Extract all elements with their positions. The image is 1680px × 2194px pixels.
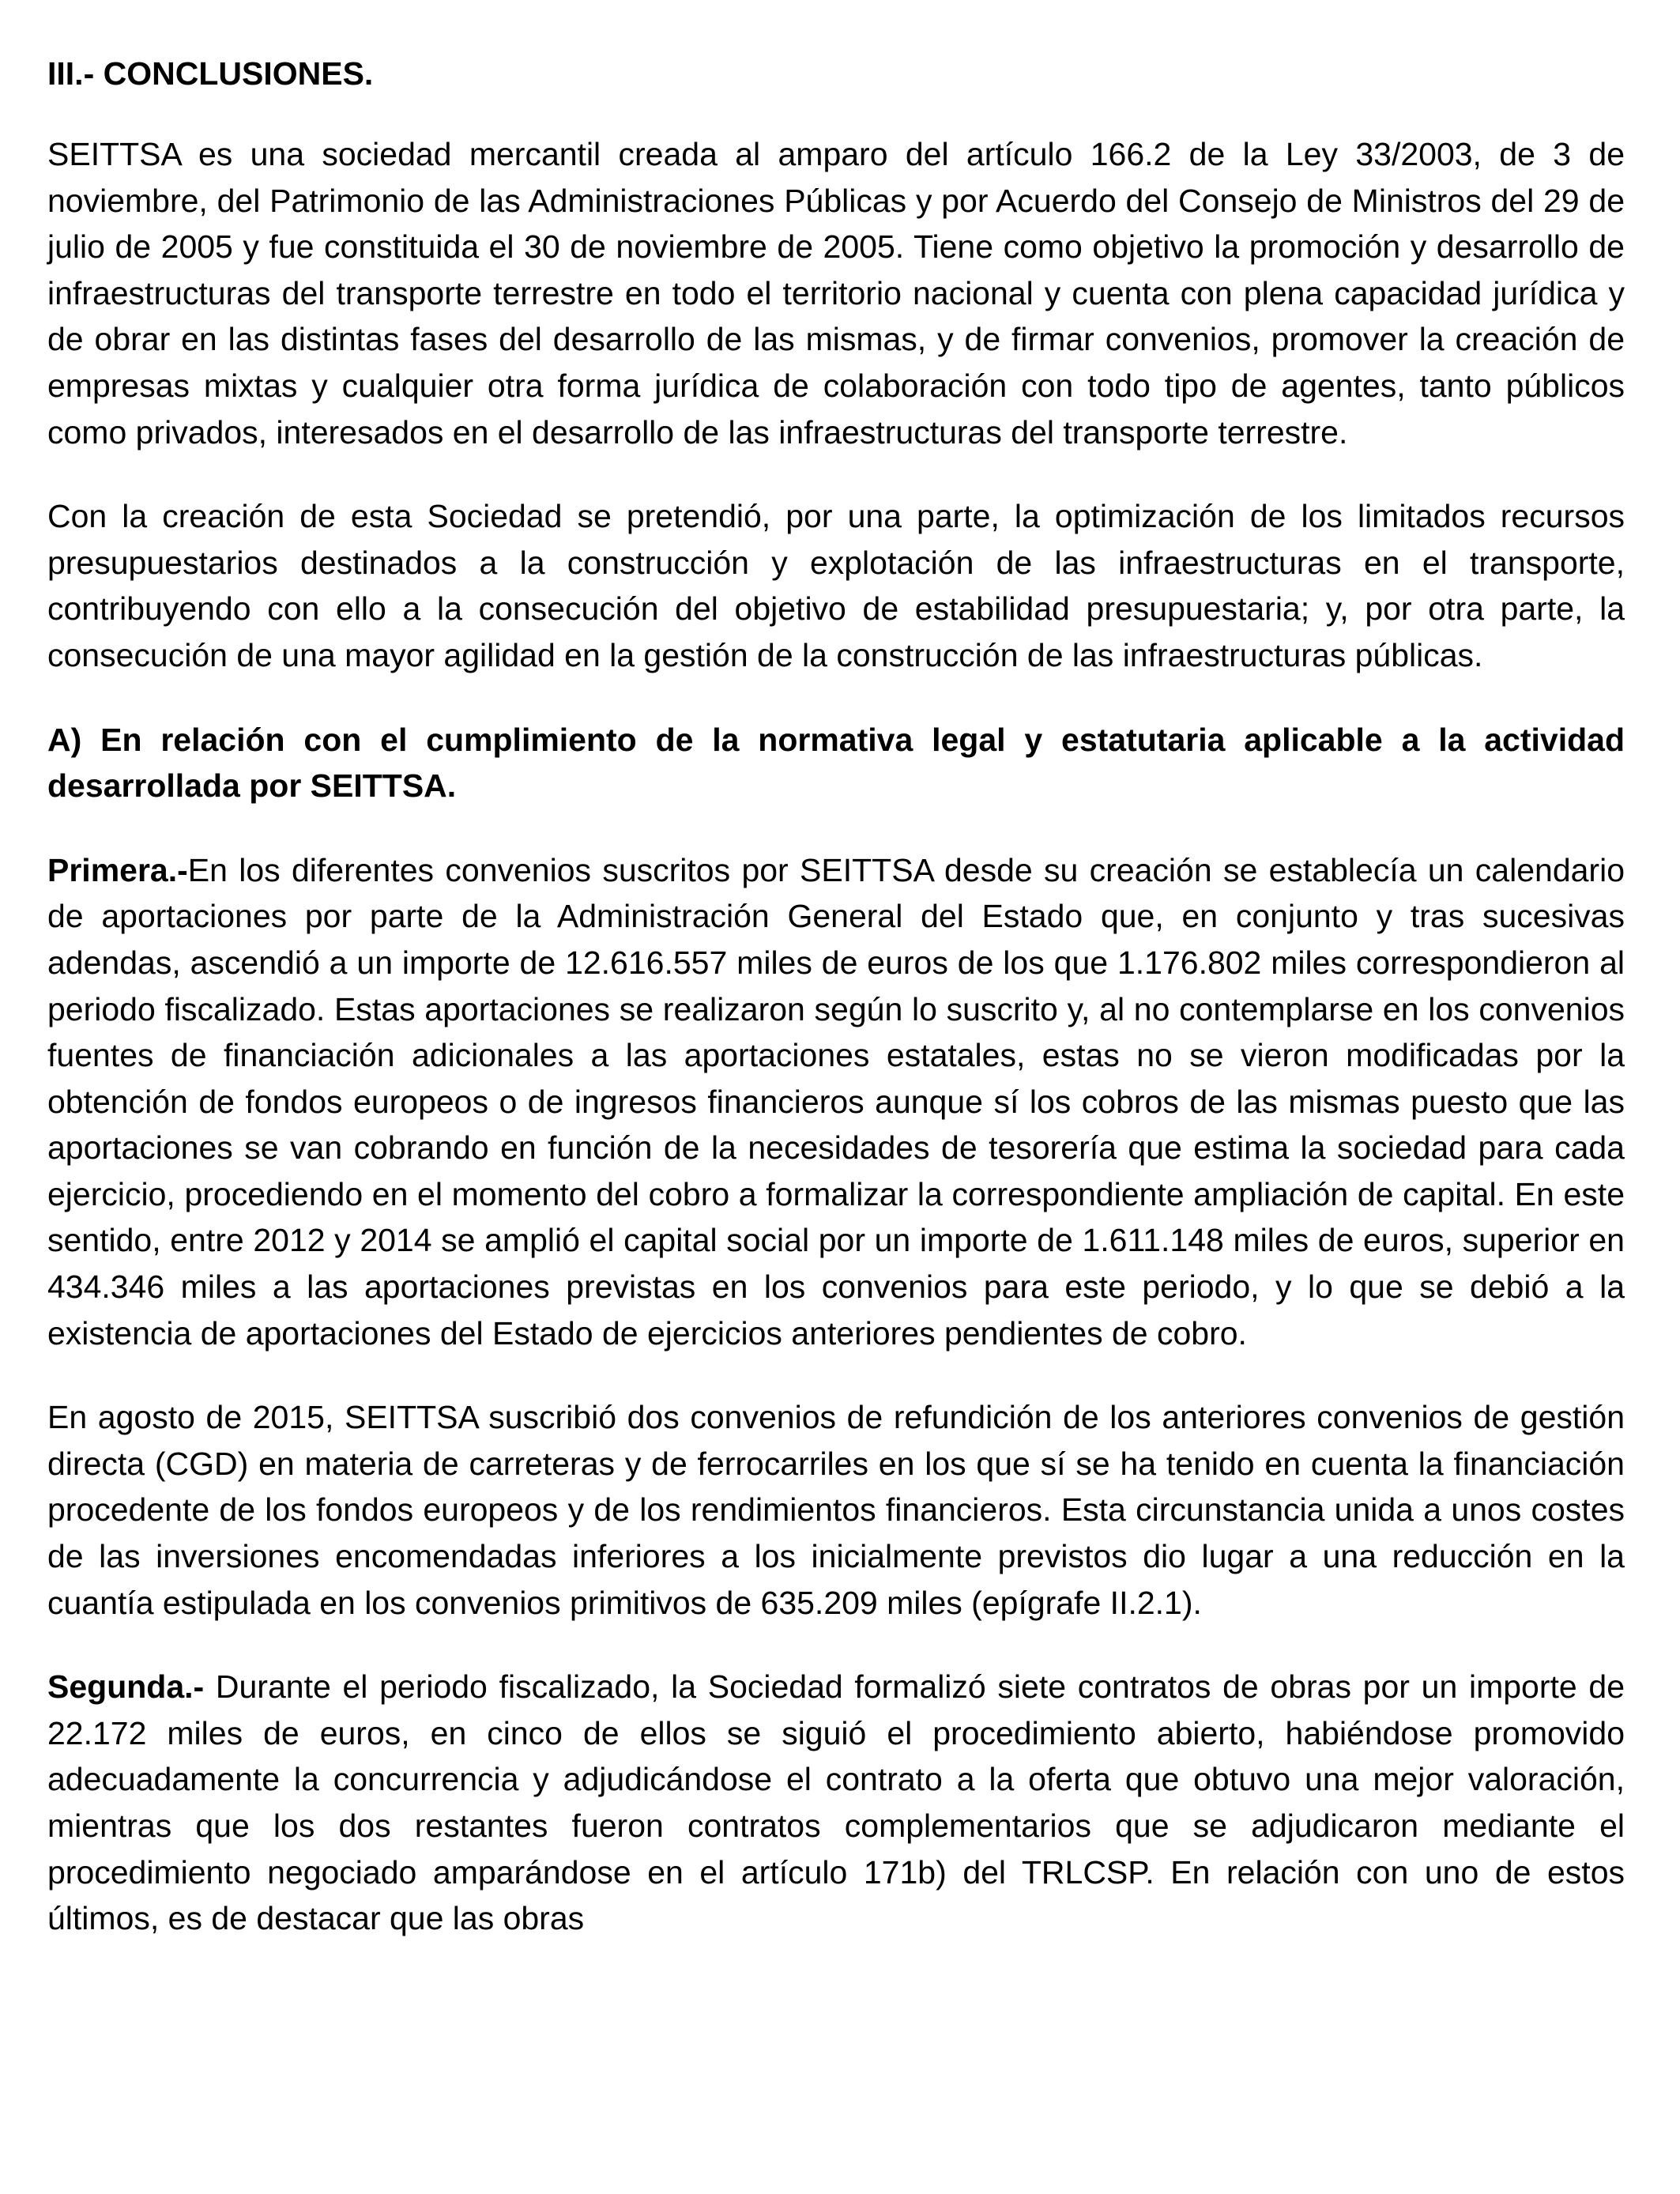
segunda-lead: Segunda.- — [47, 1668, 205, 1706]
document-page — [47, 54, 1625, 1980]
segunda-text: Durante el periodo fiscalizado, la Sociedad formalizó siete contratos de obras por un importe de 22.172 miles de euros, en cinco de ellos se siguió el procedimiento abierto, habiéndose promovido adecuadamente la concurrencia y adjudicándose el contrato a la oferta que obtuvo una mejor valoración, mientras que los dos restantes fueron contratos complementarios que se adjudicaron mediante el procedimiento negociado amparándose en el artículo 171b) del TRLCSP. En relación con uno de estos últimos, es de destacar que las obras — [47, 1668, 1625, 1937]
primera-text: En los diferentes convenios suscritos por SEITTSA desde su creación se establecía un calendario de aportaciones por parte de la Administración General del Estado que, en conjunto y tras sucesivas adendas, ascendió a un importe de 12.616.557 miles de euros de los que 1.176.802 miles correspondieron al periodo fiscalizado. Estas aportaciones se realizaron según lo suscrito y, al no contemplarse en los convenios fuentes de financiación adicionales a las aportaciones estatales, estas no se vieron modificadas por la obtención de fondos europeos o de ingresos financieros aunque sí los cobros de las mismas puesto que las aportaciones se van cobrando en función de la necesidades de tesorería que estima la sociedad para cada ejercicio, procediendo en el momento del cobro a formalizar la correspondiente ampliación de capital. En este sentido, entre 2012 y 2014 se amplió el capital social por un importe de 1.611.148 miles de euros, superior en 434.346 miles a las aportaciones previstas en los convenios para este periodo, y lo que se debió a la existencia de aportaciones del Estado de ejercicios anteriores pendientes de cobro. — [47, 851, 1625, 1351]
paragraph-agosto: En agosto de 2015, SEITTSA suscribió dos convenios de refundición de los anteriores convenios de gestión directa (CGD) en materia de carreteras y de ferrocarriles en los que sí se ha tenido en cuenta la financiación procedente de los fondos europeos y de los rendimientos financieros. Esta circunstancia unida a unos costes de las inversiones encomendadas inferiores a los inicialmente previstos dio lugar a una reducción en la cuantía estipulada en los convenios primitivos de 635.209 miles (epígrafe II.2.1). — [47, 1399, 1625, 1621]
paragraph-primera — [47, 847, 1625, 1357]
paragraph-objectives: Con la creación de esta Sociedad se pretendió, por una parte, la optimización de los limitados recursos presupuestarios destinados a la construcción y explotación de las infraestructuras en el transporte, contribuyendo con ello a la consecución del objetivo de estabilidad presupuestaria; y, por otra parte, la consecución de una mayor agilidad en la gestión de la construcción de las infraestructuras públicas. — [47, 498, 1625, 673]
paragraph-intro: SEITTSA es una sociedad mercantil creada al amparo del artículo 166.2 de la Ley 33/2003, de 3 de noviembre, del Patrimonio de las Administraciones Públicas y por Acuerdo del Consejo de Ministros del 29 de julio de 2005 y fue constituida el 30 de noviembre de 2005. Tiene como objetivo la promoción y desarrollo de infraestructuras del transporte terrestre en todo el territorio nacional y cuenta con plena capacidad jurídica y de obrar en las distintas fases del desarrollo de las mismas, y de firmar convenios, promover la creación de empresas mixtas y cualquier otra forma jurídica de colaboración con todo tipo de agentes, tanto públicos como privados, interesados en el desarrollo de las infraestructuras del transporte terrestre. — [47, 136, 1625, 450]
primera-lead: Primera.- — [47, 851, 188, 888]
subsection-a-heading: A) En relación con el cumplimiento de la normativa legal y estatutaria aplicable a la actividad desarrollada por SEITTSA. — [47, 721, 1625, 805]
paragraph-segunda — [47, 1664, 1625, 1942]
section-title: III.- CONCLUSIONES. — [47, 55, 374, 92]
